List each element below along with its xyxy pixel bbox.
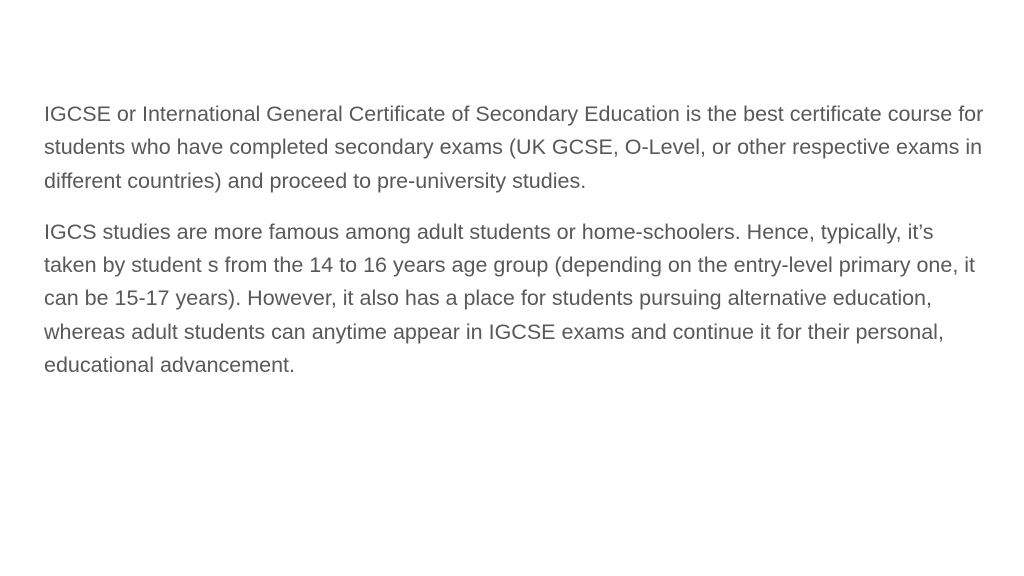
text-body bbox=[44, 98, 984, 382]
paragraph-igcse-definition: IGCSE or International General Certificate of Secondary Education is the best certificate course for students who have completed secondary exams (UK GCSE, O-Level, or other respective exams in different countries) and proceed to pre-university studies. bbox=[44, 102, 984, 193]
paragraph-igcse-students: IGCS studies are more famous among adult students or home-schoolers. Hence, typically, it’s taken by student s from the 14 to 16 years age group (depending on the entry-level primary one, it can be 15-17 years). However, it also has a place for students pursuing alternative education, whereas adult students can anytime appear in IGCSE exams and continue it for their personal, educational advancement. bbox=[44, 219, 976, 378]
